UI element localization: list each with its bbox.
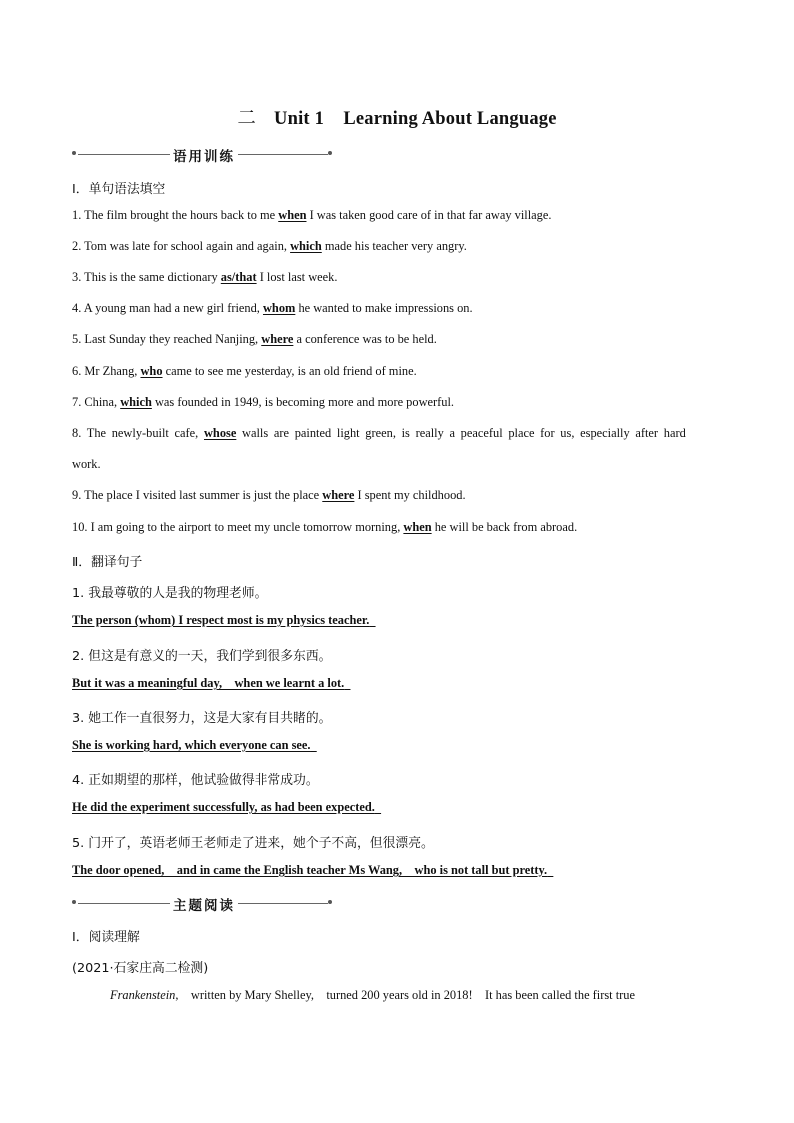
- list-item: 7. China, which was founded in 1949, is becoming more and more powerful.: [72, 395, 454, 409]
- list-item: 8. The newly-built cafe, whose walls are painted light green, is really a peaceful place for us, especially after hard: [72, 426, 686, 440]
- translation-answer: He did the experiment successfully, as had been expected.: [72, 800, 375, 814]
- translation-answer: She is working hard, which everyone can see.: [72, 738, 311, 752]
- divider-line: [238, 903, 328, 904]
- answer: when: [278, 208, 307, 222]
- answer: where: [322, 488, 355, 502]
- title-number: 二: [237, 109, 257, 129]
- divider-dot: [72, 900, 76, 904]
- divider-dot: [328, 151, 332, 155]
- translation-question: 3. 她工作一直很努力，这是大家有目共睹的。: [72, 711, 332, 726]
- translation-question: 1. 我最尊敬的人是我的物理老师。: [72, 586, 268, 601]
- list-item: 5. Last Sunday they reached Nanjing, where a conference was to be held.: [72, 332, 437, 346]
- list-item: 1. The film brought the hours back to me when I was taken good care of in that far away village.: [72, 208, 552, 222]
- list-item-continuation: work.: [72, 457, 101, 471]
- divider-dot: [328, 900, 332, 904]
- page-title: [0, 104, 794, 130]
- part1-heading: Ⅰ．单句语法填空: [72, 182, 166, 197]
- passage-first-line: [110, 988, 724, 1003]
- divider-dot: [72, 151, 76, 155]
- answer: as/that: [220, 270, 257, 284]
- answer: whose: [203, 426, 237, 440]
- translation-answer: The person (whom) I respect most is my physics teacher.: [72, 613, 370, 627]
- translation-answer: The door opened, and in came the English teacher Ms Wang, who is not tall but pretty.: [72, 863, 548, 877]
- answer: whom: [262, 301, 296, 315]
- part3-heading: Ⅰ．阅读理解: [72, 930, 140, 945]
- translation-question: 5. 门开了，英语老师王老师走了进来，她个子不高，但很漂亮。: [72, 836, 434, 851]
- section-label: 语用训练: [173, 149, 235, 165]
- answer: where: [261, 332, 294, 346]
- list-item: 2. Tom was late for school again and again, which made his teacher very angry.: [72, 239, 467, 253]
- translation-question: 4. 正如期望的那样，他试验做得非常成功。: [72, 773, 319, 788]
- list-item: 9. The place I visited last summer is just the place where I spent my childhood.: [72, 488, 466, 502]
- list-item: 4. A young man had a new girl friend, whom he wanted to make impressions on.: [72, 301, 473, 315]
- answer: which: [290, 239, 322, 253]
- passage-text: , written by Mary Shelley, turned 200 years old in 2018! It has been called the first true: [175, 988, 635, 1002]
- part2-heading: Ⅱ．翻译句子: [72, 555, 143, 570]
- list-item: 3. This is the same dictionary as/that I lost last week.: [72, 270, 338, 284]
- title-text: Unit 1 Learning About Language: [274, 109, 557, 129]
- list-item: 10. I am going to the airport to meet my uncle tomorrow morning, when he will be back from abroad.: [72, 520, 578, 534]
- divider-line: [78, 154, 170, 155]
- section-header-usage: [72, 145, 334, 165]
- section-header-reading: [72, 894, 334, 914]
- answer: when: [403, 520, 432, 534]
- list-item: 6. Mr Zhang, who came to see me yesterday, is an old friend of mine.: [72, 364, 417, 378]
- translation-question: 2. 但这是有意义的一天，我们学到很多东西。: [72, 649, 332, 664]
- answer: which: [120, 395, 152, 409]
- answer: who: [140, 364, 163, 378]
- translation-answer: But it was a meaningful day, when we learnt a lot.: [72, 676, 345, 690]
- section-label: 主题阅读: [173, 898, 235, 914]
- passage-title: Frankenstein: [110, 988, 176, 1002]
- passage-source: (2021·石家庄高二检测): [72, 961, 209, 976]
- divider-line: [78, 903, 170, 904]
- divider-line: [238, 154, 328, 155]
